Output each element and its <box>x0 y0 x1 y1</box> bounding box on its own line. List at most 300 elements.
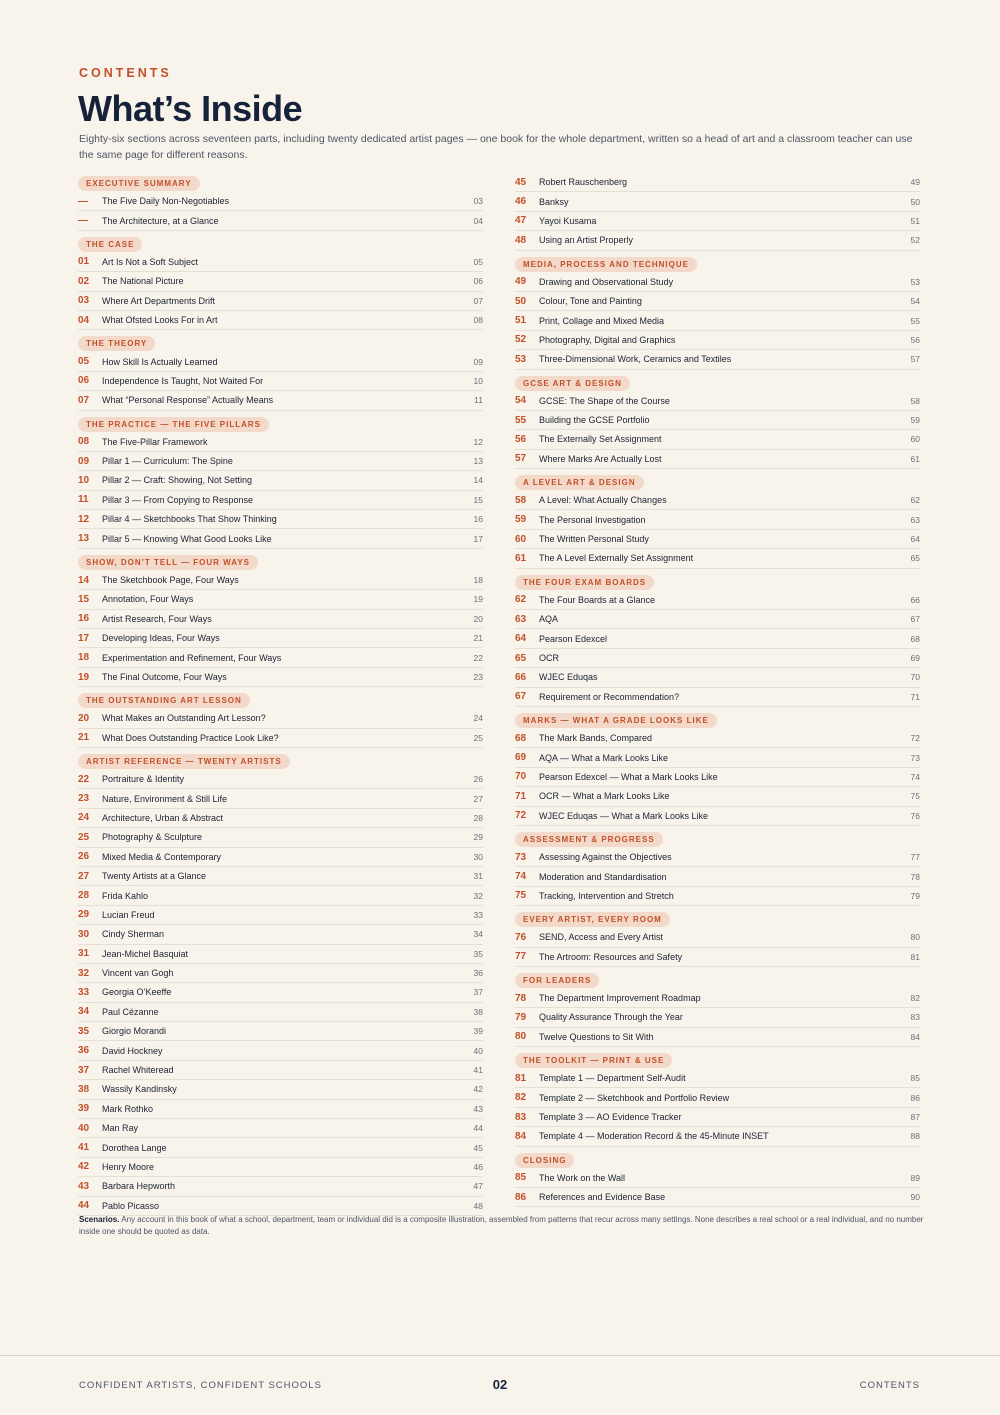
page-footer <box>0 1355 1000 1415</box>
entry-page-number: 67 <box>910 614 920 625</box>
entry-number: 63 <box>515 613 527 625</box>
entry-page-number: 08 <box>473 315 483 326</box>
entry-page-number: 30 <box>473 851 483 862</box>
toc-section <box>515 909 920 967</box>
entry-number: 68 <box>515 732 527 744</box>
entry-number: 14 <box>78 574 90 586</box>
toc-entry[interactable] <box>78 452 483 471</box>
section-heading-badge: GCSE ART & DESIGN <box>515 376 630 391</box>
toc-entry[interactable] <box>515 1169 920 1188</box>
entry-number: 08 <box>78 436 90 448</box>
toc-entry[interactable] <box>78 828 483 847</box>
entry-number: 15 <box>78 593 90 605</box>
section-heading-badge: FOR LEADERS <box>515 973 599 988</box>
entry-page-number: 60 <box>910 434 920 445</box>
entry-title: Giorgio Morandi <box>102 1026 167 1037</box>
toc-entry[interactable] <box>515 989 920 1008</box>
entry-title: Template 4 — Moderation Record & the 45-Minute INSET <box>539 1131 769 1142</box>
entry-number: 49 <box>515 276 527 288</box>
toc-entry[interactable] <box>515 491 920 510</box>
toc-entry[interactable] <box>78 292 483 311</box>
entry-page-number: 71 <box>910 691 920 702</box>
toc-entry[interactable] <box>515 292 920 311</box>
entry-page-number: 55 <box>910 315 920 326</box>
toc-entry[interactable] <box>78 789 483 808</box>
entry-title: What Makes an Outstanding Art Lesson? <box>102 713 266 724</box>
toc-entry[interactable] <box>78 529 483 548</box>
entry-number: 83 <box>515 1111 527 1123</box>
toc-entry[interactable] <box>78 1080 483 1099</box>
entry-number: 81 <box>515 1072 527 1084</box>
entry-page-number: 34 <box>473 929 483 940</box>
toc-entry[interactable] <box>515 748 920 767</box>
entry-title: Mixed Media & Contemporary <box>102 851 222 862</box>
entry-page-number: 24 <box>473 713 483 724</box>
entry-title: AQA <box>539 614 559 625</box>
entry-number: 13 <box>78 533 90 545</box>
entry-page-number: 72 <box>910 733 920 744</box>
entry-page-number: 23 <box>473 672 483 682</box>
entry-number: 82 <box>515 1092 527 1104</box>
toc-section <box>78 333 483 410</box>
toc-section <box>78 234 483 331</box>
entry-title: The Four Boards at a Glance <box>539 594 656 605</box>
entry-title: Paul Cézanne <box>102 1006 159 1017</box>
toc-entry[interactable] <box>515 430 920 449</box>
toc-entry[interactable] <box>78 964 483 983</box>
toc-entry[interactable] <box>78 629 483 648</box>
entry-page-number: 29 <box>473 832 483 843</box>
entry-page-number: 13 <box>473 456 483 467</box>
entry-number: 34 <box>78 1006 90 1018</box>
entry-title: Twelve Questions to Sit With <box>539 1031 654 1042</box>
entry-page-number: 79 <box>910 890 920 901</box>
footnote-text: Any account in this book of what a school, department, team or individual did is a composite illustration, assembled from patterns that recur across many settings. None describes a real school or a real individual, and no number inside one should be quoted as data. <box>79 1215 924 1236</box>
entry-page-number: 66 <box>910 594 920 605</box>
toc-entry[interactable] <box>78 372 483 391</box>
toc-entry[interactable] <box>515 549 920 568</box>
entry-page-number: 35 <box>473 948 483 959</box>
entry-title: Vincent van Gogh <box>102 968 174 979</box>
toc-entry[interactable] <box>78 770 483 789</box>
toc-entry[interactable] <box>78 510 483 529</box>
entry-title: David Hockney <box>102 1045 163 1056</box>
toc-entry[interactable] <box>78 729 483 748</box>
section-heading-badge: THE CASE <box>78 237 142 252</box>
toc-section <box>515 572 920 707</box>
toc-entry[interactable] <box>515 610 920 629</box>
entry-number: 53 <box>515 353 527 365</box>
entry-number: 64 <box>515 633 527 645</box>
entry-title: Henry Moore <box>102 1161 155 1172</box>
toc-entry[interactable] <box>515 807 920 826</box>
entry-number: 01 <box>78 256 90 268</box>
entry-page-number: 12 <box>473 436 483 447</box>
entry-title: Building the GCSE Portfolio <box>539 415 650 426</box>
entry-number: 36 <box>78 1045 90 1057</box>
toc-entry[interactable] <box>78 925 483 944</box>
entry-title: Tracking, Intervention and Stretch <box>539 890 674 901</box>
entry-title: The Final Outcome, Four Ways <box>102 672 227 682</box>
toc-entry[interactable] <box>78 906 483 925</box>
toc-column-right <box>515 173 920 1207</box>
entry-number: 39 <box>78 1103 90 1115</box>
entry-title: SEND, Access and Every Artist <box>539 932 664 943</box>
entry-title: Pearson Edexcel <box>539 633 608 644</box>
toc-entry[interactable] <box>78 192 483 211</box>
toc-entry[interactable] <box>515 450 920 469</box>
entry-page-number: 56 <box>910 334 920 345</box>
entry-title: A Level: What Actually Changes <box>539 495 667 506</box>
entry-title: Quality Assurance Through the Year <box>539 1012 683 1023</box>
footer-section-name: CONTENTS <box>859 1380 920 1391</box>
entry-number: 46 <box>515 196 527 208</box>
entry-title: Georgia O’Keeffe <box>102 987 172 998</box>
entry-title: The Architecture, at a Glance <box>102 215 219 226</box>
entry-page-number: 26 <box>473 774 483 785</box>
entry-number: 48 <box>515 234 527 246</box>
section-heading-badge: THE FOUR EXAM BOARDS <box>515 575 654 590</box>
toc-entry[interactable] <box>515 591 920 610</box>
toc-entry[interactable] <box>515 928 920 947</box>
entry-title: Pillar 1 — Curriculum: The Spine <box>102 456 233 467</box>
toc-entry[interactable] <box>515 331 920 350</box>
entry-number: 28 <box>78 890 90 902</box>
entry-number: 16 <box>78 613 90 625</box>
entry-number: 02 <box>78 275 90 287</box>
toc-entry[interactable] <box>78 253 483 272</box>
entry-number: 41 <box>78 1142 90 1154</box>
toc-entry[interactable] <box>78 668 483 687</box>
entry-page-number: 28 <box>473 812 483 823</box>
toc-entry[interactable] <box>515 231 920 250</box>
section-heading-badge: CLOSING <box>515 1153 574 1168</box>
entry-number: 70 <box>515 771 527 783</box>
entry-number: 72 <box>515 810 527 822</box>
entry-page-number: 65 <box>910 553 920 564</box>
toc-entry[interactable] <box>515 530 920 549</box>
toc-section <box>515 173 920 251</box>
toc-entry[interactable] <box>515 649 920 668</box>
entry-number: 74 <box>515 871 527 883</box>
toc-entry[interactable] <box>78 1041 483 1060</box>
toc-entry[interactable] <box>78 1177 483 1196</box>
toc-entry[interactable] <box>515 192 920 211</box>
entry-page-number: 31 <box>473 871 483 882</box>
entry-page-number: 18 <box>473 575 483 586</box>
toc-entry[interactable] <box>78 848 483 867</box>
entry-title: Using an Artist Properly <box>539 235 634 246</box>
toc-entry[interactable] <box>78 590 483 609</box>
entry-page-number: 21 <box>473 633 483 644</box>
toc-entry[interactable] <box>515 273 920 292</box>
entry-number: 19 <box>78 671 90 683</box>
toc-entry[interactable] <box>515 729 920 748</box>
entry-title: Assessing Against the Objectives <box>539 852 672 863</box>
entry-title: Frida Kahlo <box>102 890 149 901</box>
toc-entry[interactable] <box>78 211 483 230</box>
entry-title: Where Art Departments Drift <box>102 295 216 306</box>
entry-title: The Five Daily Non-Negotiables <box>102 196 230 207</box>
entry-title: Independence Is Taught, Not Waited For <box>102 375 264 386</box>
entry-title: Man Ray <box>102 1123 139 1134</box>
entry-title: Requirement or Recommendation? <box>539 691 680 702</box>
toc-entry[interactable] <box>515 1028 920 1047</box>
entry-number: 45 <box>515 176 527 188</box>
entry-page-number: 25 <box>473 732 483 743</box>
page-title: What’s Inside <box>78 88 303 129</box>
toc-entry[interactable] <box>78 610 483 629</box>
entry-number: 61 <box>515 552 527 564</box>
intro-text: Eighty-six sections across seventeen parts, including twenty dedicated artist pages — one book for the whole department, written so a head of art and a classroom teacher can use the same page for different reasons. <box>79 133 913 161</box>
toc-entry[interactable] <box>78 983 483 1002</box>
toc-entry[interactable] <box>515 1069 920 1088</box>
entry-number: — <box>78 215 88 227</box>
entry-number: 44 <box>78 1200 90 1212</box>
entry-title: Barbara Hepworth <box>102 1181 176 1192</box>
entry-title: Twenty Artists at a Glance <box>102 871 207 882</box>
toc-entry[interactable] <box>78 709 483 728</box>
entry-page-number: 63 <box>910 514 920 525</box>
entry-number: 51 <box>515 315 527 327</box>
entry-page-number: 90 <box>910 1192 920 1203</box>
toc-entry[interactable] <box>515 867 920 886</box>
entry-number: 21 <box>78 732 90 744</box>
entry-page-number: 78 <box>910 871 920 882</box>
entry-page-number: 54 <box>910 296 920 307</box>
entry-page-number: 38 <box>473 1006 483 1017</box>
toc-entry[interactable] <box>515 173 920 192</box>
toc-entry[interactable] <box>78 391 483 410</box>
toc-section <box>78 690 483 748</box>
toc-entry[interactable] <box>78 1158 483 1177</box>
section-heading-badge: MARKS — WHAT A GRADE LOOKS LIKE <box>515 713 717 728</box>
toc-entry[interactable] <box>515 1127 920 1146</box>
entry-number: 75 <box>515 890 527 902</box>
entry-page-number: 44 <box>473 1123 483 1134</box>
entry-title: Pillar 4 — Sketchbooks That Show Thinking <box>102 514 277 525</box>
toc-entry[interactable] <box>515 411 920 430</box>
toc-entry[interactable] <box>515 768 920 787</box>
section-heading-badge: A LEVEL ART & DESIGN <box>515 475 644 490</box>
toc-entry[interactable] <box>515 787 920 806</box>
entry-page-number: 68 <box>910 633 920 644</box>
toc-entry[interactable] <box>78 571 483 590</box>
entry-number: 31 <box>78 948 90 960</box>
entry-number: 43 <box>78 1180 90 1192</box>
toc-entry[interactable] <box>515 1008 920 1027</box>
entry-number: 24 <box>78 812 90 824</box>
toc-section <box>78 414 483 549</box>
entry-title: Template 2 — Sketchbook and Portfolio Review <box>539 1092 730 1103</box>
entry-title: AQA — What a Mark Looks Like <box>539 752 669 763</box>
entry-number: 17 <box>78 632 90 644</box>
entry-number: 25 <box>78 831 90 843</box>
entry-page-number: 85 <box>910 1073 920 1084</box>
toc-entry[interactable] <box>515 668 920 687</box>
toc-entry[interactable] <box>515 887 920 906</box>
entry-title: Three-Dimensional Work, Ceramics and Textiles <box>539 354 732 365</box>
toc-entry[interactable] <box>78 809 483 828</box>
entry-number: 30 <box>78 928 90 940</box>
footer-page-number: 02 <box>492 1377 508 1392</box>
entry-title: Template 1 — Department Self-Audit <box>539 1073 686 1084</box>
entry-title: Experimentation and Refinement, Four Ways <box>102 652 282 663</box>
entry-title: What Does Outstanding Practice Look Like? <box>102 732 279 743</box>
entry-title: References and Evidence Base <box>539 1192 666 1203</box>
toc-entry[interactable] <box>78 867 483 886</box>
entry-number: 73 <box>515 851 527 863</box>
entry-page-number: 80 <box>910 932 920 943</box>
entry-title: Banksy <box>539 196 569 207</box>
section-heading-badge: ARTIST REFERENCE — TWENTY ARTISTS <box>78 754 290 769</box>
toc-entry[interactable] <box>78 945 483 964</box>
entry-number: 42 <box>78 1161 90 1173</box>
entry-page-number: 37 <box>473 987 483 998</box>
footnote <box>79 1214 924 1238</box>
toc-entry[interactable] <box>78 433 483 452</box>
toc-entry[interactable] <box>515 350 920 369</box>
entry-page-number: 64 <box>910 534 920 545</box>
entry-title: The Externally Set Assignment <box>539 434 662 445</box>
toc-entry[interactable] <box>78 1119 483 1138</box>
toc-entry[interactable] <box>78 648 483 667</box>
entry-page-number: 59 <box>910 415 920 426</box>
entry-title: Mark Rothko <box>102 1103 154 1114</box>
entry-title: Pablo Picasso <box>102 1200 160 1211</box>
entry-number: 35 <box>78 1025 90 1037</box>
entry-page-number: 15 <box>473 494 483 505</box>
entry-title: Print, Collage and Mixed Media <box>539 315 665 326</box>
toc-entry[interactable] <box>78 1003 483 1022</box>
entry-title: Pearson Edexcel — What a Mark Looks Like <box>539 771 718 782</box>
entry-page-number: 77 <box>910 852 920 863</box>
entry-title: The Five-Pillar Framework <box>102 436 208 447</box>
entry-number: 11 <box>78 494 89 506</box>
entry-number: 77 <box>515 951 527 963</box>
toc-entry[interactable] <box>78 352 483 371</box>
entry-page-number: 82 <box>910 993 920 1004</box>
section-heading-badge: THE THEORY <box>78 336 155 351</box>
entry-page-number: 04 <box>473 215 483 226</box>
toc-section <box>515 1050 920 1147</box>
toc-entry[interactable] <box>78 1138 483 1157</box>
toc-entry[interactable] <box>515 311 920 330</box>
toc-entry[interactable] <box>78 1100 483 1119</box>
entry-page-number: 89 <box>910 1172 920 1183</box>
entry-page-number: 62 <box>910 495 920 506</box>
toc-entry[interactable] <box>78 491 483 510</box>
entry-title: WJEC Eduqas <box>539 672 598 683</box>
toc-entry[interactable] <box>515 688 920 707</box>
entry-number: 05 <box>78 356 90 368</box>
section-heading-badge: EXECUTIVE SUMMARY <box>78 176 200 191</box>
toc-section <box>515 472 920 569</box>
entry-title: Colour, Tone and Painting <box>539 296 642 307</box>
entry-number: 67 <box>515 691 527 703</box>
entry-number: 47 <box>515 215 527 227</box>
entry-title: The Mark Bands, Compared <box>539 733 653 744</box>
entry-page-number: 22 <box>473 652 483 663</box>
entry-page-number: 03 <box>473 196 483 207</box>
toc-section <box>515 1150 920 1208</box>
entry-title: Lucian Freud <box>102 909 155 920</box>
entry-title: Yayoi Kusama <box>539 215 597 226</box>
entry-number: 18 <box>78 652 90 664</box>
toc-entry[interactable] <box>78 311 483 330</box>
entry-title: OCR — What a Mark Looks Like <box>539 791 670 802</box>
toc-entry[interactable] <box>78 471 483 490</box>
entry-page-number: 51 <box>910 215 920 226</box>
entry-title: The Artroom: Resources and Safety <box>539 951 683 962</box>
entry-page-number: 14 <box>473 475 483 486</box>
toc-entry[interactable] <box>515 212 920 231</box>
entry-title: Dorothea Lange <box>102 1142 167 1153</box>
entry-number: 65 <box>515 652 527 664</box>
entry-title: Pillar 5 — Knowing What Good Looks Like <box>102 533 272 544</box>
entry-number: 07 <box>78 394 90 406</box>
toc-entry[interactable] <box>78 272 483 291</box>
toc-entry[interactable] <box>78 886 483 905</box>
toc-entry[interactable] <box>515 1088 920 1107</box>
entry-number: 50 <box>515 295 527 307</box>
entry-number: 85 <box>515 1172 527 1184</box>
toc-entry[interactable] <box>515 629 920 648</box>
entry-title: Cindy Sherman <box>102 929 165 940</box>
entry-number: 04 <box>78 314 90 326</box>
entry-page-number: 42 <box>473 1084 483 1095</box>
entry-page-number: 39 <box>473 1026 483 1037</box>
entry-page-number: 10 <box>473 375 483 386</box>
entry-number: 66 <box>515 671 527 683</box>
entry-page-number: 16 <box>473 514 483 525</box>
entry-number: 52 <box>515 334 527 346</box>
toc-entry[interactable] <box>515 510 920 529</box>
entry-page-number: 61 <box>910 453 920 464</box>
entry-number: 40 <box>78 1122 90 1134</box>
toc-section <box>515 710 920 826</box>
entry-number: 79 <box>515 1011 527 1023</box>
entry-page-number: 73 <box>910 752 920 763</box>
entry-number: 56 <box>515 433 527 445</box>
entry-number: 27 <box>78 870 90 882</box>
toc-entry[interactable] <box>515 392 920 411</box>
entry-title: The Written Personal Study <box>539 534 649 545</box>
toc-entry[interactable] <box>515 1108 920 1127</box>
entry-title: Annotation, Four Ways <box>102 594 194 605</box>
entry-title: How Skill Is Actually Learned <box>102 356 218 367</box>
entry-page-number: 17 <box>473 533 483 544</box>
entry-page-number: 47 <box>473 1181 483 1192</box>
toc-entry[interactable] <box>78 1022 483 1041</box>
entry-title: Developing Ideas, Four Ways <box>102 633 220 644</box>
entry-title: Art Is Not a Soft Subject <box>102 256 199 267</box>
footnote-lead: Scenarios. <box>79 1215 120 1224</box>
entry-title: GCSE: The Shape of the Course <box>539 395 670 406</box>
entry-page-number: 46 <box>473 1161 483 1172</box>
entry-page-number: 88 <box>910 1131 920 1142</box>
toc-entry[interactable] <box>78 1061 483 1080</box>
entry-title: Nature, Environment & Still Life <box>102 793 228 804</box>
toc-entry[interactable] <box>515 1188 920 1207</box>
entry-title: What “Personal Response” Actually Means <box>102 395 274 406</box>
toc-entry[interactable] <box>515 848 920 867</box>
toc-entry[interactable] <box>515 948 920 967</box>
entry-number: 55 <box>515 414 527 426</box>
entry-number: 22 <box>78 773 90 785</box>
entry-page-number: 07 <box>473 295 483 306</box>
entry-page-number: 05 <box>473 256 483 267</box>
